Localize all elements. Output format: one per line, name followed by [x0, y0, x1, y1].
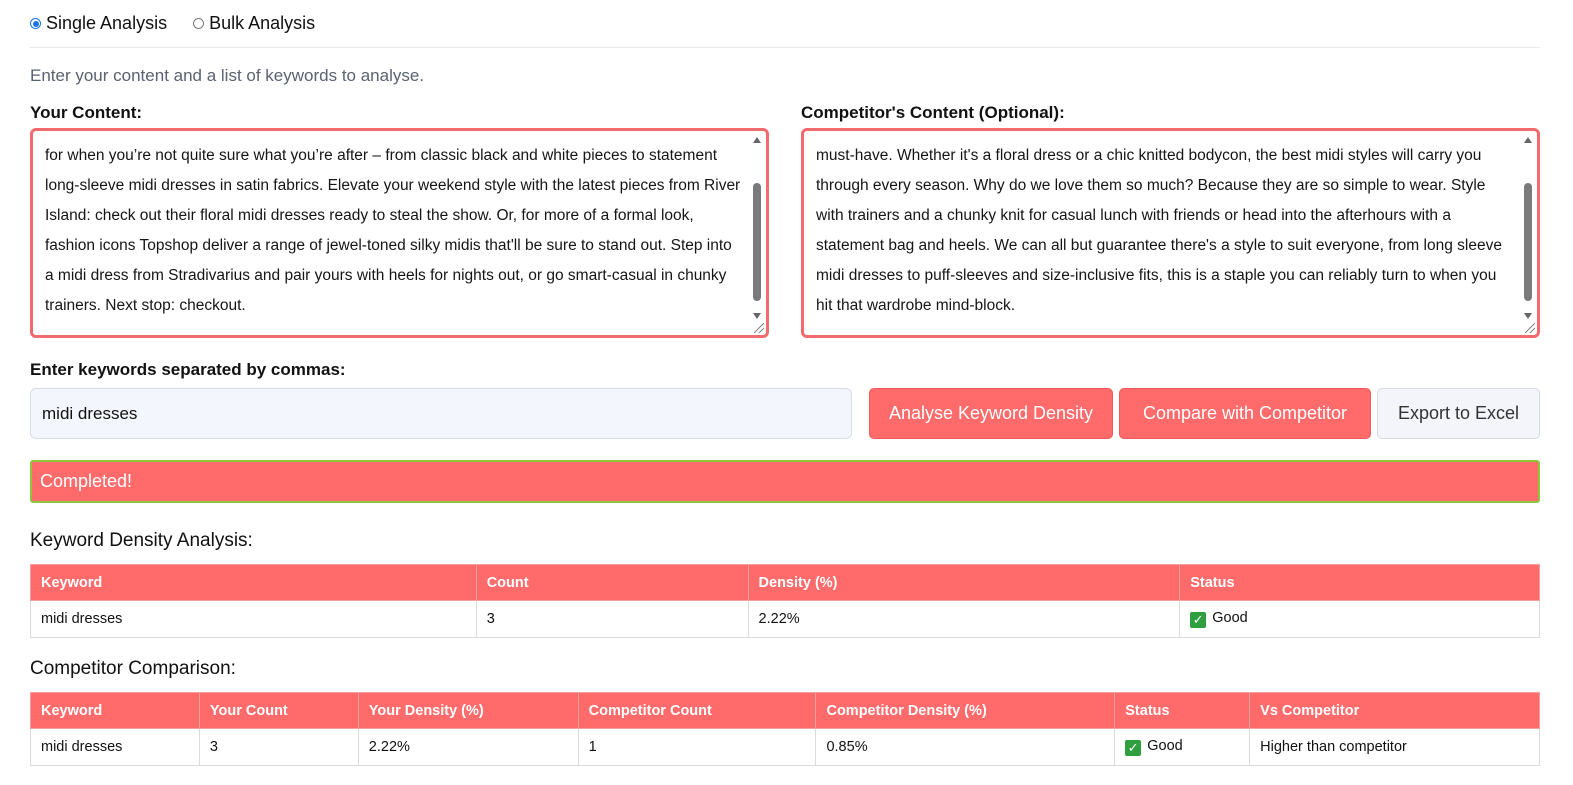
cell-vs-competitor: Higher than competitor: [1250, 729, 1540, 766]
bulk-analysis-option[interactable]: [193, 13, 315, 34]
comparison-table-header: [31, 693, 1540, 729]
scrollbar-thumb[interactable]: [1524, 183, 1532, 301]
analysis-mode-selector: [30, 0, 1540, 48]
your-content-text: for when you’re not quite sure what you’re after – from classic black and white pieces to statement long-sleeve midi dresses in satin fabrics. Elevate your weekend style with the latest pieces from River Island: check out their floral midi dresses ready to steal the show. Or, for more of a formal look, fashion icons Topshop deliver a range of jewel-toned silky midis that'll be sure to stand out. Step into a midi dress from Stradivarius and pair yours with heels for nights out, or go smart-casual in chunky trainers. Next stop: checkout.: [45, 147, 741, 314]
keywords-row: [30, 388, 1540, 439]
competitor-content-scrollbar[interactable]: [1523, 137, 1533, 319]
check-mark-icon: ✓: [1125, 740, 1141, 756]
keyword-density-tool: [30, 0, 1540, 766]
intro-text: Enter your content and a list of keywords to analyse.: [30, 66, 425, 85]
cell-your-count: 3: [199, 729, 358, 766]
scroll-down-arrow-icon[interactable]: [1524, 313, 1532, 319]
cell-density: 2.22%: [748, 601, 1180, 638]
table-row: [31, 729, 1540, 766]
keywords-label: Enter keywords separated by commas:: [30, 360, 346, 379]
header-status: Status: [1115, 693, 1250, 729]
bulk-analysis-radio[interactable]: [193, 18, 204, 29]
cell-status: [1180, 601, 1540, 638]
comparison-table: [30, 692, 1540, 766]
analyse-keyword-density-button[interactable]: Analyse Keyword Density: [869, 388, 1113, 439]
header-your-count: Your Count: [199, 693, 358, 729]
header-keyword: Keyword: [31, 565, 477, 601]
competitor-content-textarea[interactable]: [801, 128, 1540, 338]
cell-your-density: 2.22%: [358, 729, 578, 766]
cell-competitor-count: 1: [578, 729, 816, 766]
resize-handle-icon[interactable]: [754, 323, 764, 333]
status-text: Good: [1212, 610, 1248, 626]
header-density: Density (%): [748, 565, 1180, 601]
check-mark-icon: ✓: [1190, 612, 1206, 628]
scroll-up-arrow-icon[interactable]: [1524, 137, 1532, 143]
export-to-excel-button[interactable]: Export to Excel: [1377, 388, 1540, 439]
density-table-header: [31, 565, 1540, 601]
competitor-content-text: must-have. Whether it's a floral dress or a chic knitted bodycon, the best midi styles will carry you through every season. Why do we love them so much? Because they are so simple to wear. Style with trainers and a chunky knit for casual lunch with friends or head into the afterhours with a statement bag and heels. We can all but guarantee there's a style to suit everyone, from long sleeve midi dresses to puff-sleeves and size-inclusive fits, this is a staple you can reliably turn to when you hit that wardrobe mind-block.: [816, 147, 1502, 314]
status-message: Completed!: [30, 460, 1540, 503]
resize-handle-icon[interactable]: [1525, 323, 1535, 333]
header-competitor-density: Competitor Density (%): [816, 693, 1115, 729]
header-vs-competitor: Vs Competitor: [1250, 693, 1540, 729]
header-competitor-count: Competitor Count: [578, 693, 816, 729]
cell-count: 3: [476, 601, 748, 638]
compare-with-competitor-button[interactable]: Compare with Competitor: [1119, 388, 1371, 439]
scroll-up-arrow-icon[interactable]: [753, 137, 761, 143]
cell-competitor-density: 0.85%: [816, 729, 1115, 766]
your-content-textarea[interactable]: [30, 128, 769, 338]
header-count: Count: [476, 565, 748, 601]
status-text: Good: [1147, 738, 1183, 754]
scroll-down-arrow-icon[interactable]: [753, 313, 761, 319]
single-analysis-label: Single Analysis: [46, 13, 168, 33]
keywords-input[interactable]: midi dresses: [30, 388, 852, 439]
bulk-analysis-label: Bulk Analysis: [209, 13, 316, 33]
competitor-content-column: [801, 103, 1540, 338]
content-columns: [30, 103, 1540, 338]
your-content-column: [30, 103, 769, 338]
your-content-label: Your Content:: [30, 103, 143, 122]
your-content-scrollbar[interactable]: [752, 137, 762, 319]
density-table: [30, 564, 1540, 638]
competitor-content-label: Competitor's Content (Optional):: [801, 103, 1065, 122]
scrollbar-thumb[interactable]: [753, 183, 761, 301]
table-row: [31, 601, 1540, 638]
cell-keyword: midi dresses: [31, 729, 200, 766]
comparison-section-title: Competitor Comparison:: [30, 658, 236, 679]
header-status: Status: [1180, 565, 1540, 601]
cell-keyword: midi dresses: [31, 601, 477, 638]
single-analysis-option[interactable]: [30, 13, 167, 34]
header-your-density: Your Density (%): [358, 693, 578, 729]
single-analysis-radio[interactable]: [30, 18, 41, 29]
density-section-title: Keyword Density Analysis:: [30, 530, 253, 551]
header-keyword: Keyword: [31, 693, 200, 729]
cell-status: [1115, 729, 1250, 766]
